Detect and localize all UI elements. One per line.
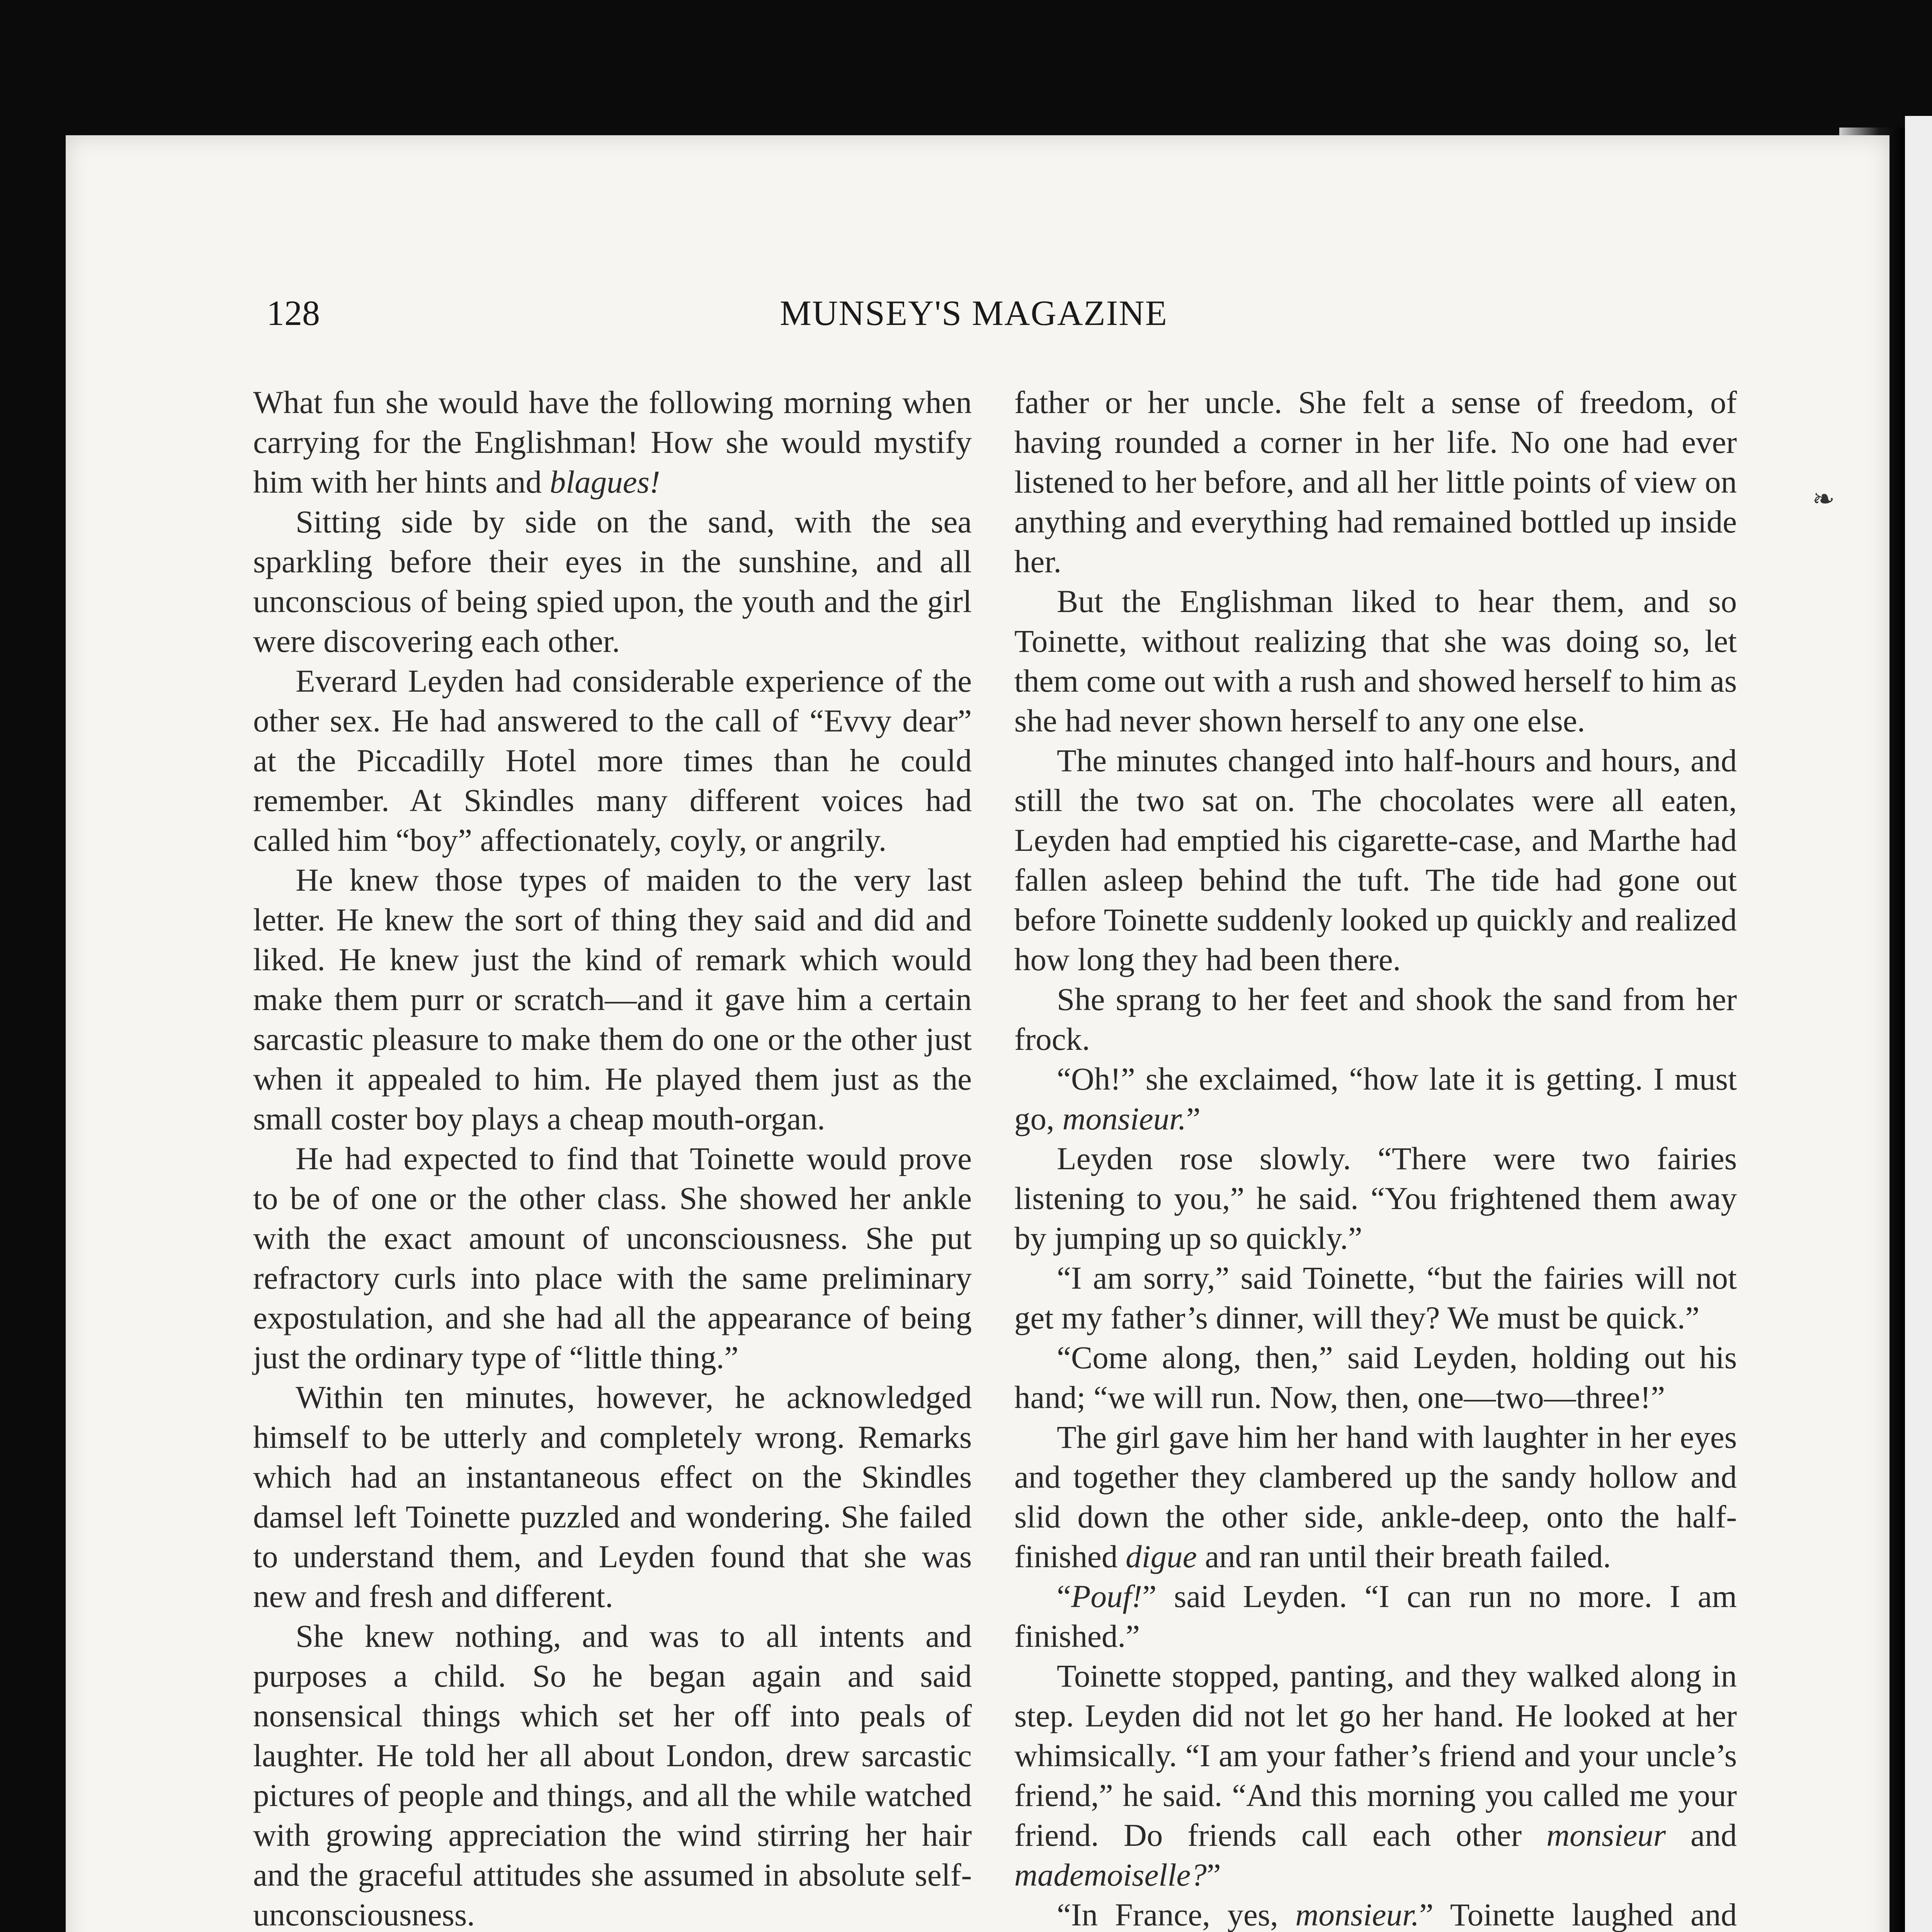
- paragraph-text: She sprang to her feet and shook the sand from her frock.: [1014, 981, 1737, 1057]
- paragraph-text: Toinette stopped, panting, and they walked along in step. Leyden did not let go her hand. He looked at her whimsically. “I am your father’s friend and your uncle’s friend,” he said. “And this morning you called me your friend. Do friends call each other: [1014, 1658, 1737, 1853]
- paragraph: [1014, 1417, 1737, 1577]
- paragraph: [253, 661, 972, 860]
- paragraph: [1014, 582, 1737, 741]
- paragraph-text: He knew those types of maiden to the very last letter. He knew the sort of thing they said and did and liked. He knew just the kind of remark which would make them purr or scratch—and it gave him a certain sarcastic pleasure to make them do one or the other just when it appealed to him. He played them just as the small coster boy plays a cheap mouth-organ.: [253, 862, 972, 1136]
- paragraph: [253, 1378, 972, 1616]
- paragraph: [253, 1139, 972, 1378]
- paragraph: [253, 383, 972, 502]
- paragraph-text: Sitting side by side on the sand, with the sea sparkling before their eyes in the sunshine, and all unconscious of being spied upon, the youth and the girl were discovering each other.: [253, 504, 972, 659]
- page-number: 128: [267, 293, 320, 333]
- paragraph: [1014, 1139, 1737, 1258]
- paragraph-text: father or her uncle. She felt a sense of freedom, of having rounded a corner in her life. No one had ever listened to her before, and all her little points of view on anything and everything had remained bottled up inside her.: [1014, 384, 1737, 579]
- paragraph: [1014, 1338, 1737, 1417]
- paragraph-text: “I am sorry,” said Toinette, “but the fairies will not get my father’s dinner, will they? We must be quick.”: [1014, 1260, 1737, 1335]
- paragraph-text: and: [1666, 1817, 1737, 1853]
- italic-text: blagues!: [549, 464, 660, 500]
- margin-mark: ❧: [1812, 483, 1835, 515]
- paragraph-text: She knew nothing, and was to all intents and purposes a child. So he began again and said nonsensical things which set her off into peals of laughter. He told her all about London, drew sarcastic pictures of people and things, and all the while watched with growing appreciation the wind stirring her hair and the graceful attitudes she assumed in absolute self-unconsciousness.: [253, 1618, 972, 1932]
- text-column-left: [253, 383, 972, 1932]
- paragraph-text: “Come along, then,” said Leyden, holding out his hand; “we will run. Now, then, one—two—three!”: [1014, 1340, 1737, 1415]
- margin-marks: [1808, 483, 1839, 560]
- italic-text: monsieur: [1546, 1817, 1666, 1853]
- paragraph-text: Within ten minutes, however, he acknowledged himself to be utterly and completely wrong. Remarks which had an instantaneous effect on the Skindles damsel left Toinette puzzled and wondering. She failed to understand them, and Leyden found that she was new and fresh and different.: [253, 1379, 972, 1614]
- italic-text: monsieur.: [1295, 1897, 1419, 1932]
- paragraph-text: He had expected to find that Toinette would prove to be of one or the other class. She showed her ankle with the exact amount of unconsciousness. She put refractory curls into place with the same preliminary expostulation, and she had all the appearance of being just the ordinary type of “little thing.”: [253, 1141, 972, 1375]
- page-header: [205, 282, 1743, 344]
- paragraph-text: Everard Leyden had considerable experience of the other sex. He had answered to the call of “Evvy dear” at the Piccadilly Hotel more times than he could remember. At Skindles many different voices had called him “boy” affectionately, coyly, or angrily.: [253, 663, 972, 858]
- paragraph: [1014, 383, 1737, 582]
- paragraph: [1014, 1895, 1737, 1932]
- paragraph-text: The girl gave him her hand with laughter in her eyes and together they clambered up the sandy hollow and slid down the other side, ankle-deep, onto the half-finished: [1014, 1419, 1737, 1574]
- paragraph-text: ”: [1206, 1857, 1221, 1893]
- paragraph: [1014, 980, 1737, 1059]
- italic-text: monsieur.: [1062, 1101, 1186, 1136]
- paragraph: [253, 502, 972, 661]
- paragraph: [1014, 1258, 1737, 1338]
- paragraph-text: ” said Leyden. “I can run no more. I am finished.”: [1014, 1578, 1737, 1654]
- paragraph: [1014, 1656, 1737, 1895]
- paragraph: [1014, 1577, 1737, 1656]
- paragraph: [1014, 741, 1737, 980]
- paragraph-text: “: [1057, 1578, 1071, 1614]
- adjacent-page-edge: [1905, 116, 1932, 1932]
- paragraph-text: Leyden rose slowly. “There were two fairies listening to you,” he said. “You frightened them away by jumping up so quickly.”: [1014, 1141, 1737, 1256]
- text-column-right: [1014, 383, 1737, 1932]
- paragraph: [253, 860, 972, 1139]
- paragraph-text: “Oh!” she exclaimed, “how late it is getting. I must go,: [1014, 1061, 1737, 1136]
- paragraph-text: But the Englishman liked to hear them, and so Toinette, without realizing that she was doing so, let them come out with a rush and showed herself to him as she had never shown herself to any one else.: [1014, 583, 1737, 738]
- paragraph-text: “In France, yes,: [1057, 1897, 1296, 1932]
- italic-text: digue: [1126, 1539, 1197, 1574]
- italic-text: Pouf!: [1071, 1578, 1143, 1614]
- paragraph-text: ”: [1186, 1101, 1201, 1136]
- paragraph-text: What fun she would have the following morning when carrying for the Englishman! How she would mystify him with her hints and: [253, 384, 972, 500]
- paragraph-text: and ran until their breath failed.: [1197, 1539, 1611, 1574]
- paragraph-text: The minutes changed into half-hours and hours, and still the two sat on. The chocolates were all eaten, Leyden had emptied his cigarette-case, and Marthe had fallen asleep behind the tuft. The tide had gone out before Toinette suddenly looked up quickly and realized how long they had been there.: [1014, 743, 1737, 977]
- paragraph: [253, 1616, 972, 1932]
- paragraph-text: ” Toinette laughed and: [1419, 1897, 1737, 1932]
- running-title: MUNSEY'S MAGAZINE: [780, 293, 1168, 333]
- italic-text: mademoiselle?: [1014, 1857, 1207, 1893]
- paragraph: [1014, 1059, 1737, 1139]
